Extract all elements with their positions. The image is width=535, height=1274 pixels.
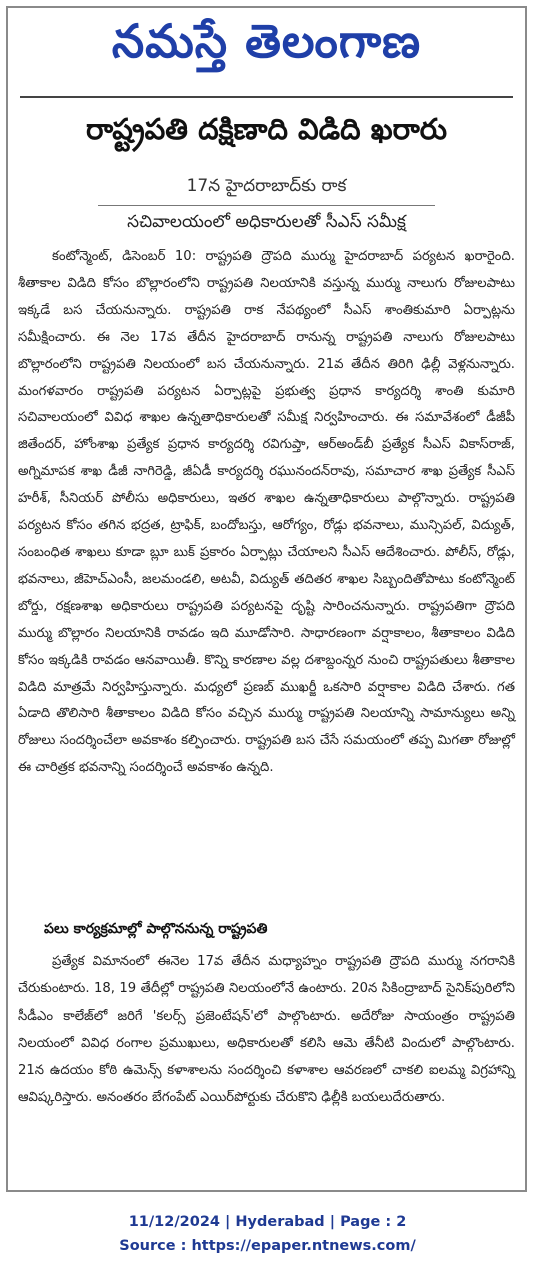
article-deck-2: సచివాలయంలో అధికారులతో సీఎస్ సమీక్ష (127, 212, 406, 232)
clipping-frame (6, 6, 527, 1192)
article-headline: రాష్ట్రపతి దక్షిణాది విడిది ఖరారు (85, 112, 447, 146)
footer-date-edition: 11/12/2024 | Hyderabad | Page : 2 (128, 1214, 407, 1230)
article-subhead: పలు కార్యక్రమాల్లో పాల్గొననున్న రాష్ట్రపతి (44, 921, 268, 937)
newspaper-masthead: నమస్తే తెలంగాణ (111, 14, 422, 68)
footer-source-link[interactable]: Source : https://epaper.ntnews.com/ (119, 1238, 416, 1254)
article-body-2: ప్రత్యేక విమానంలో ఈనెల 17వ తేదీన మధ్యాహ్నం రాష్ట్రపతి ద్రౌపది ముర్ము నగరానికి చేరుకుంటారు. 18, 19 తేదీల్లో రాష్ట్రపతి నిలయంలోనే ఉంటారు. 20న సికింద్రాబాద్ సైనిక్‌పురిలోని సీడీఎం కాలేజ్‌లో జరిగే 'కలర్స్ ప్రజెంటేషన్'లో పాల్గొంటారు. అదేరోజు సాయంత్రం రాష్ట్రపతి నిలయంలో వివిధ రంగాల ప్రముఖులు, అధికారులతో కలిసి ఆమె తేనీటి విందులో పాల్గొంటారు. 21న ఉదయం కోఠి ఉమెన్స్ కళాశాలను సందర్శించి కళాశాల ఆవరణలో చాకలి ఐలమ్మ విగ్రహాన్ని ఆవిష్కరిస్తారు. అనంతరం బేగంపేట్ ఎయిర్‌పోర్టుకు చేరుకొని ఢిల్లీకి బయలుదేరుతారు. (18, 954, 515, 1106)
article-deck-1: 17న హైదరాబాద్‌కు రాక (186, 176, 347, 196)
deck-divider (98, 205, 435, 206)
article-body: కంటోన్మెంట్, డిసెంబర్ 10: రాష్ట్రపతి ద్రౌపది ముర్ము హైదరాబాద్ పర్యటన ఖరారైంది. శీతాకాల విడిది కోసం బొల్లారంలోని రాష్ట్రపతి నిలయానికి వస్తున్న ముర్ము నాలుగు రోజులపాటు ఇక్కడే బస చేయనున్నారు. రాష్ట్రపతి రాక నేపథ్యంలో సీఎస్ శాంతికుమారి ఏర్పాట్లను సమీక్షించారు. ఈ నెల 17వ తేదీన హైదరాబాద్ రానున్న రాష్ట్రపతి నాలుగు రోజులపాటు బొల్లారంలోని రాష్ట్రపతి నిలయంలో బస చేయనున్నారు. 21వ తేదీన తిరిగి ఢిల్లీ వెళ్లనున్నారు. మంగళవారం రాష్ట్రపతి పర్యటన ఏర్పాట్లపై ప్రభుత్వ ప్రధాన కార్యదర్శి శాంతి కుమారి సచివాలయంలో వివిధ శాఖల ఉన్నతాధికారులతో సమీక్ష నిర్వహించారు. ఈ సమావేశంలో డీజీపీ జితేందర్, హోంశాఖ ప్రత్యేక ప్రధాన కార్యదర్శి రవిగుప్తా, ఆర్అండ్‌బీ ప్రత్యేక సీఎస్ వికాస్‌రాజ్, అగ్నిమాపక శాఖ డీజీ నాగిరెడ్డి, జీఏడీ కార్యదర్శి రఘునందన్‌రావు, సమాచార శాఖ ప్రత్యేక సీఎస్ హరీశ్, సీనియర్ పోలీసు అధికారులు, ఇతర శాఖల ఉన్నతాధికారులు పాల్గొన్నారు. రాష్ట్రపతి పర్యటన కోసం తగిన భద్రత, ట్రాఫిక్, బందోబస్తు, ఆరోగ్యం, రోడ్లు భవనాలు, మున్సిపల్, విద్యుత్, సంబంధిత శాఖలు కూడా బ్లూ బుక్ ప్రకారం ఏర్పాట్లు చేయాలని సీఎస్ ఆదేశించారు. పోలీస్, రోడ్లు, భవనాలు, జీహెచ్ఎంసీ, జలమండలి, అటవీ, విద్యుత్ తదితర శాఖల సిబ్బందితోపాటు కంటోన్మెంట్ బోర్డు, రక్షణశాఖ అధికారులు రాష్ట్రపతి పర్యటనపై దృష్టి సారించనున్నారు. రాష్ట్రపతిగా ద్రౌపది ముర్ము బొల్లారం నిలయానికి రావడం ఇది మూడోసారి. సాధారణంగా వర్షాకాలం, శీతాకాలం విడిది కోసం ఇక్కడికి రావడం ఆనవాయితీ. కొన్ని కారణాల వల్ల దశాబ్దంన్నర నుంచి రాష్ట్రపతులు శీతాకాల విడిది మాత్రమే నిర్వహిస్తున్నారు. మధ్యలో ప్రణబ్ ముఖర్జీ ఒకసారి వర్షాకాల విడిది చేశారు. గత ఏడాది తొలిసారి శీతాకాలం విడిది కోసం వచ్చిన ముర్ము రాష్ట్రపతి నిలయాన్ని సామాన్యులు అన్ని రోజులు సందర్శించేలా అవకాశం కల్పించారు. రాష్ట్రపతి బస చేసే సమయంలో తప్ప మిగతా రోజుల్లో ఈ చారిత్రక భవనాన్ని సందర్శించే అవకాశం ఉన్నది. (18, 249, 515, 776)
masthead-divider (20, 96, 513, 98)
